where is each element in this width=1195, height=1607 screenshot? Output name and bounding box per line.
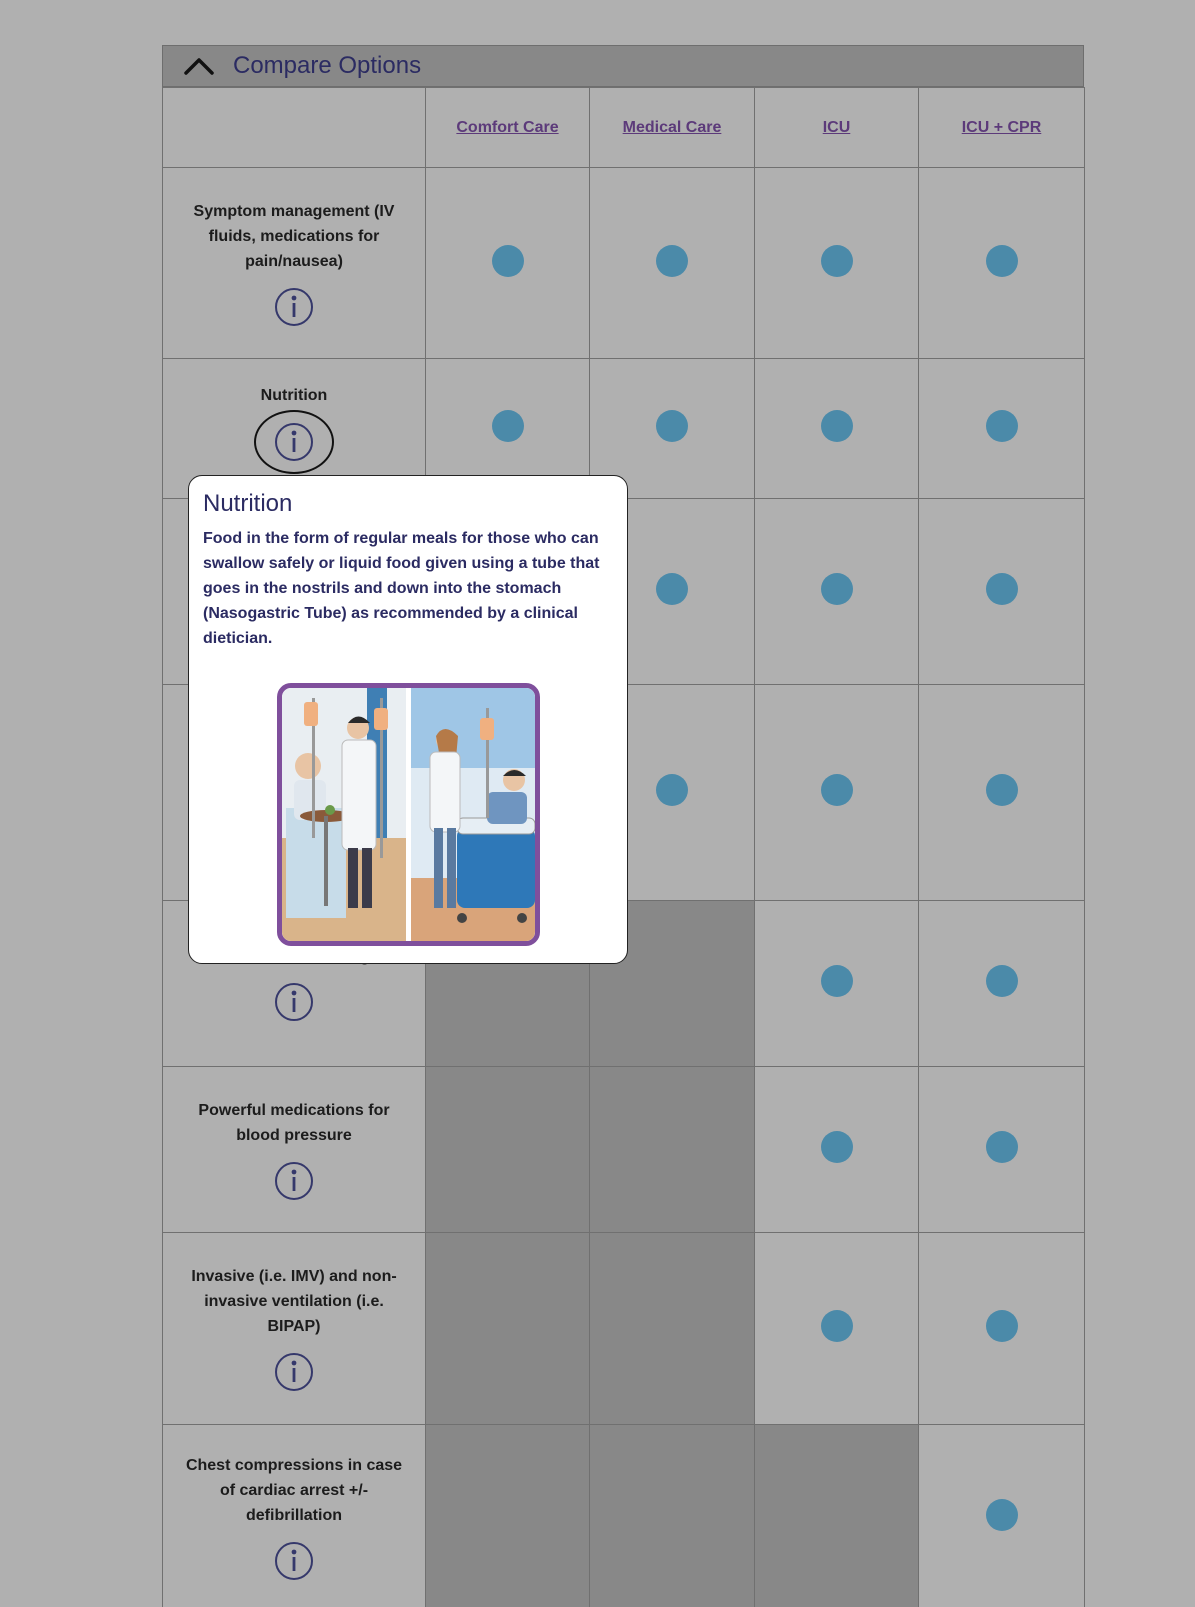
cell-icu xyxy=(755,499,919,685)
included-dot-icon xyxy=(986,965,1018,997)
header-empty xyxy=(163,88,426,168)
row-label: Nutrition xyxy=(260,387,328,404)
cell-icu-cpr xyxy=(919,168,1085,359)
included-dot-icon xyxy=(821,245,853,277)
included-dot-icon xyxy=(986,573,1018,605)
column-header-icu xyxy=(755,88,919,168)
included-dot-icon xyxy=(821,573,853,605)
cell-icu-cpr xyxy=(919,901,1085,1067)
cell-icu xyxy=(755,359,919,499)
panel-title: Compare Options xyxy=(233,52,422,79)
cell-icu xyxy=(755,901,919,1067)
cell-icu xyxy=(755,1425,919,1607)
column-header-icu-cpr xyxy=(919,88,1085,168)
included-dot-icon xyxy=(986,1310,1018,1342)
cell-icu-cpr xyxy=(919,499,1085,685)
info-icon[interactable] xyxy=(275,423,313,461)
included-dot-icon xyxy=(656,410,688,442)
included-dot-icon xyxy=(986,410,1018,442)
included-dot-icon xyxy=(492,410,524,442)
info-icon[interactable] xyxy=(275,983,313,1021)
cell-icu-cpr xyxy=(919,685,1085,901)
included-dot-icon xyxy=(986,1131,1018,1163)
table-row xyxy=(163,1425,1085,1607)
cell-medical-care xyxy=(590,1233,755,1425)
info-focus-ring xyxy=(254,410,334,474)
row-label: Invasive (i.e. IMV) and non-invasive ventilation (i.e. BIPAP) xyxy=(191,1268,397,1335)
cell-icu xyxy=(755,1067,919,1233)
table-row xyxy=(163,168,1085,359)
included-dot-icon xyxy=(986,1499,1018,1531)
table-row xyxy=(163,1067,1085,1233)
cell-icu-cpr xyxy=(919,1425,1085,1607)
cell-icu-cpr xyxy=(919,1233,1085,1425)
popover-title: Nutrition xyxy=(203,490,293,517)
row-label-cell xyxy=(163,1425,426,1607)
row-label-cell xyxy=(163,1233,426,1425)
cell-medical-care xyxy=(590,168,755,359)
row-label: Powerful medications for blood pressure xyxy=(198,1101,390,1144)
included-dot-icon xyxy=(821,1131,853,1163)
row-label: Chest compressions in case of cardiac arrest +/- defibrillation xyxy=(185,1457,403,1524)
included-dot-icon xyxy=(656,573,688,605)
included-dot-icon xyxy=(821,410,853,442)
info-icon[interactable] xyxy=(275,1542,313,1580)
column-header-medical-care xyxy=(590,88,755,168)
included-dot-icon xyxy=(821,1310,853,1342)
included-dot-icon xyxy=(821,774,853,806)
table-row xyxy=(163,1233,1085,1425)
included-dot-icon xyxy=(656,774,688,806)
cell-icu-cpr xyxy=(919,1067,1085,1233)
cell-icu xyxy=(755,685,919,901)
chevron-up-icon[interactable] xyxy=(183,55,215,77)
cell-comfort-care xyxy=(426,1425,590,1607)
nutrition-popover xyxy=(188,475,628,964)
row-label: Symptom management (IV fluids, medications for pain/nausea) xyxy=(193,202,395,270)
cell-comfort-care xyxy=(426,1067,590,1233)
included-dot-icon xyxy=(492,245,524,277)
medical-care-link[interactable]: Medical Care xyxy=(622,118,722,136)
cell-medical-care xyxy=(590,1067,755,1233)
included-dot-icon xyxy=(656,245,688,277)
compare-options-header[interactable] xyxy=(162,45,1084,87)
cell-comfort-care xyxy=(426,1233,590,1425)
cell-icu xyxy=(755,1233,919,1425)
column-header-comfort-care xyxy=(426,88,590,168)
cell-icu-cpr xyxy=(919,359,1085,499)
cell-comfort-care xyxy=(426,168,590,359)
icu-link[interactable]: ICU xyxy=(822,118,851,136)
comfort-care-link[interactable]: Comfort Care xyxy=(456,118,559,136)
included-dot-icon xyxy=(986,774,1018,806)
info-icon[interactable] xyxy=(275,1353,313,1391)
popover-body: Food in the form of regular meals for those who can swallow safely or liquid food given using a tube that goes in the nostrils and down into the stomach (Nasogastric Tube) as recommended by a clinical dietician. xyxy=(203,530,600,647)
cell-medical-care xyxy=(590,1425,755,1607)
info-icon[interactable] xyxy=(275,1162,313,1200)
included-dot-icon xyxy=(986,245,1018,277)
included-dot-icon xyxy=(821,965,853,997)
row-label-cell xyxy=(163,168,426,359)
row-label-cell xyxy=(163,1067,426,1233)
nutrition-illustration xyxy=(277,683,540,946)
info-icon[interactable] xyxy=(275,288,313,326)
table-header-row xyxy=(163,88,1085,168)
icu-cpr-link[interactable]: ICU + CPR xyxy=(961,118,1042,136)
cell-icu xyxy=(755,168,919,359)
